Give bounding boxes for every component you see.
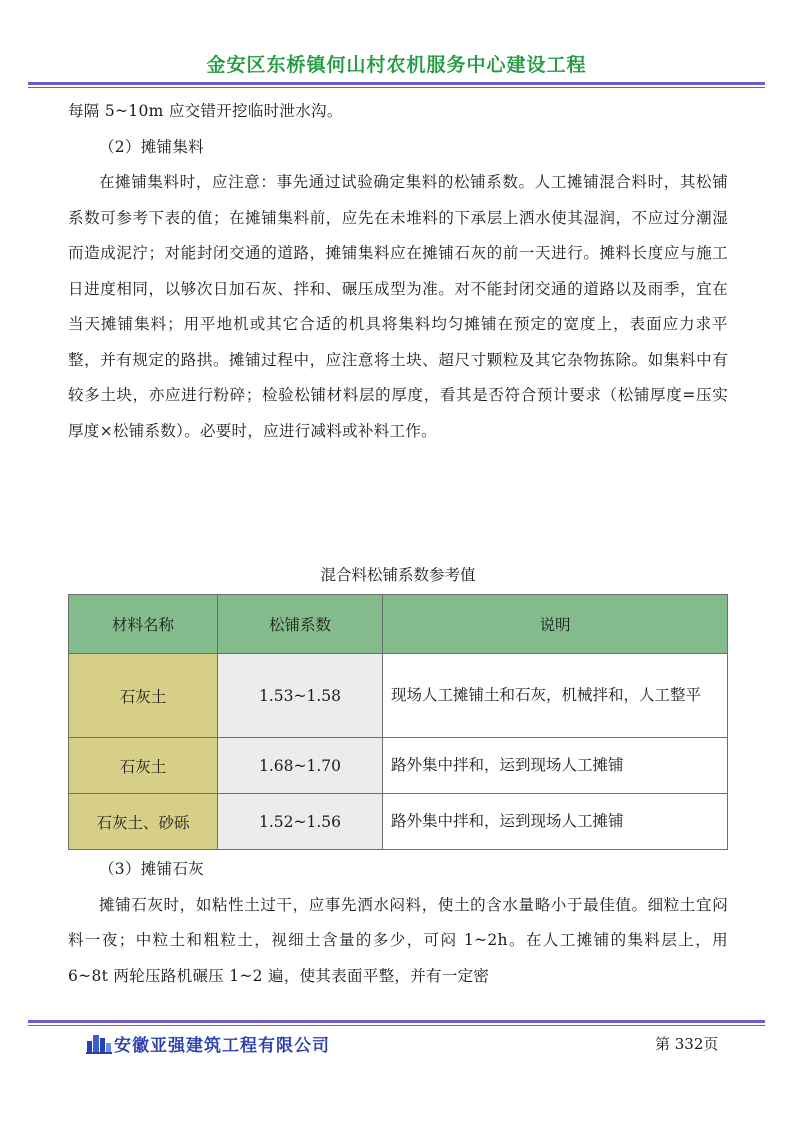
paragraph: 每隔 5~10m 应交错开挖临时泄水沟。 xyxy=(68,102,343,120)
table-cell-material: 石灰土、砂砾 xyxy=(69,794,218,850)
table-row xyxy=(69,794,728,850)
table-cell-coefficient: 1.53~1.58 xyxy=(218,654,383,738)
body-bottom xyxy=(68,852,728,994)
footer-company-name: 安徽亚强建筑工程有限公司 xyxy=(114,1036,330,1056)
table-cell-note: 路外集中拌和，运到现场人工摊铺 xyxy=(383,794,728,850)
paragraph: 在摊铺集料时，应注意：事先通过试验确定集料的松铺系数。人工摊铺混合料时，其松铺系数可参考下表的值；在摊铺集料前，应先在未堆料的下承层上洒水使其湿润，不应过分潮湿而造成泥泞；对能封闭交通的道路，摊铺集料应在摊铺石灰的前一天进行。摊料长度应与施工日进度相同，以够次日加石灰、拌和、碾压成型为准。对不能封闭交通的道路以及雨季，宜在当天摊铺集料；用平地机或其它合适的机具将集料均匀摊铺在预定的宽度上，表面应力求平整，并有规定的路拱。摊铺过程中，应注意将土块、超尺寸颗粒及其它杂物拣除。如集料中有较多土块，亦应进行粉碎；检验松铺材料层的厚度，看其是否符合预计要求（松铺厚度=压实厚度×松铺系数）。必要时，应进行减料或补料工作。 xyxy=(68,173,728,440)
column-header: 说明 xyxy=(383,595,728,654)
building-logo-icon xyxy=(86,1032,112,1054)
header-title: 金安区东桥镇何山村农机服务中心建设工程 xyxy=(206,54,587,76)
table-cell-material: 石灰土 xyxy=(69,654,218,738)
table-row xyxy=(69,738,728,794)
header-rule xyxy=(28,82,765,85)
body-top xyxy=(68,94,728,449)
table-cell-coefficient: 1.68~1.70 xyxy=(218,738,383,794)
coefficient-table xyxy=(68,594,728,850)
table-cell-coefficient: 1.52~1.56 xyxy=(218,794,383,850)
paragraph: 摊铺石灰时，如粘性土过干，应事先洒水闷料，使土的含水量略小于最佳值。细粒土宜闷料一夜；中粒土和粗粒土，视细土含量的多少，可闷 1~2h。在人工摊铺的集料层上，用 6~8t 两轮压路机碾压 1~2 遍，使其表面平整，并有一定密 xyxy=(68,895,728,985)
table-cell-note: 现场人工摊铺土和石灰，机械拌和，人工整平 xyxy=(383,654,728,738)
table-header-row xyxy=(69,595,728,654)
page-number: 第 332页 xyxy=(655,1035,719,1053)
section-heading: （3）摊铺石灰 xyxy=(99,860,204,878)
column-header: 松铺系数 xyxy=(218,595,383,654)
table-cell-material: 石灰土 xyxy=(69,738,218,794)
column-header: 材料名称 xyxy=(69,595,218,654)
section-heading: （2）摊铺集料 xyxy=(99,137,204,156)
footer-rule xyxy=(28,1020,765,1023)
footer-rule-thin xyxy=(28,1025,765,1026)
table-caption: 混合料松铺系数参考值 xyxy=(320,566,476,584)
table-cell-note: 路外集中拌和，运到现场人工摊铺 xyxy=(383,738,728,794)
table-row xyxy=(69,654,728,738)
header-rule-thin xyxy=(28,87,765,88)
